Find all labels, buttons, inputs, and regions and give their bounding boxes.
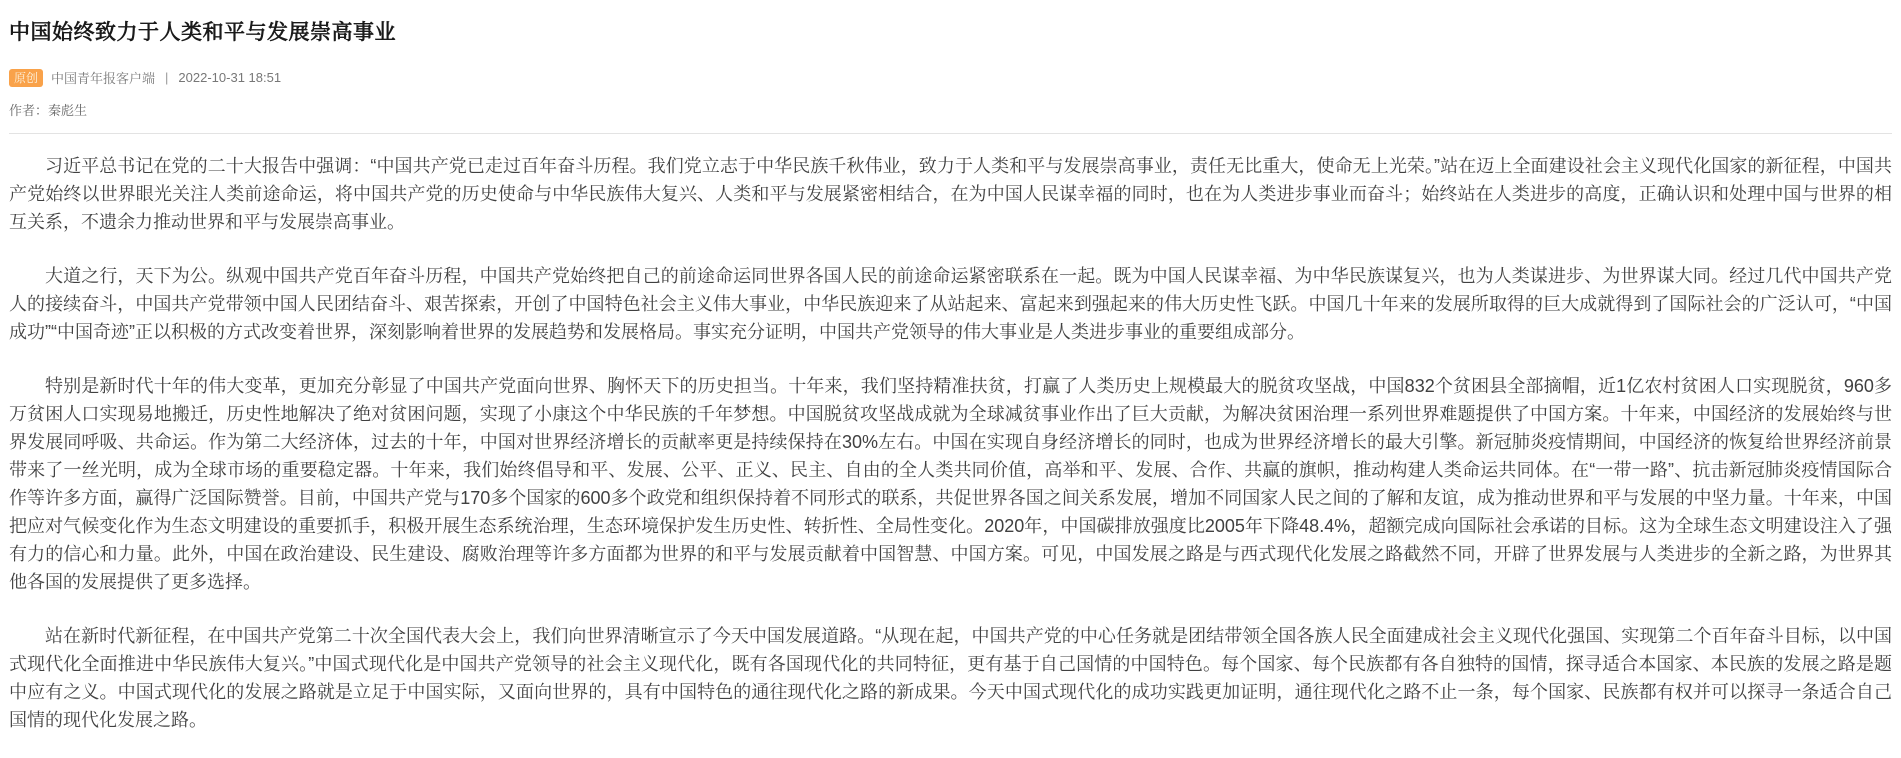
- original-badge: 原创: [9, 69, 43, 87]
- meta-row: [9, 68, 1892, 87]
- paragraph-2: 大道之行，天下为公。纵观中国共产党百年奋斗历程，中国共产党始终把自己的前途命运同世界各国人民的前途命运紧密联系在一起。既为中国人民谋幸福、为中华民族谋复兴，也为人类谋进步、为世界谋大同。经过几代中国共产党人的接续奋斗，中国共产党带领中国人民团结奋斗、艰苦探索，开创了中国特色社会主义伟大事业，中华民族迎来了从站起来、富起来到强起来的伟大历史性飞跃。中国几十年来的发展所取得的巨大成就得到了国际社会的广泛认可，“中国成功”“中国奇迹”正以积极的方式改变着世界，深刻影响着世界的发展趋势和发展格局。事实充分证明，中国共产党领导的伟大事业是人类进步事业的重要组成部分。: [9, 266, 1892, 342]
- author-line: [9, 100, 1892, 119]
- header-divider: [9, 133, 1892, 134]
- meta-separator: |: [165, 70, 169, 85]
- author-label: 作者：: [9, 103, 49, 118]
- publish-datetime: 2022-10-31 18:51: [178, 70, 282, 85]
- author-name: 秦彪生: [48, 103, 88, 118]
- article-body: [9, 152, 1892, 734]
- paragraph-3: 特别是新时代十年的伟大变革，更加充分彰显了中国共产党面向世界、胸怀天下的历史担当。十年来，我们坚持精准扶贫，打赢了人类历史上规模最大的脱贫攻坚战，中国832个贫困县全部摘帽，近1亿农村贫困人口实现脱贫，960多万贫困人口实现易地搬迁，历史性地解决了绝对贫困问题，实现了小康这个中华民族的千年梦想。中国脱贫攻坚战成就为全球减贫事业作出了巨大贡献，为解决贫困治理一系列世界难题提供了中国方案。十年来，中国经济的发展始终与世界发展同呼吸、共命运。作为第二大经济体，过去的十年，中国对世界经济增长的贡献率更是持续保持在30%左右。中国在实现自身经济增长的同时，也成为世界经济增长的最大引擎。新冠肺炎疫情期间，中国经济的恢复给世界经济前景带来了一丝光明，成为全球市场的重要稳定器。十年来，我们始终倡导和平、发展、公平、正义、民主、自由的全人类共同价值，高举和平、发展、合作、共赢的旗帜，推动构建人类命运共同体。在“一带一路”、抗击新冠肺炎疫情国际合作等许多方面，赢得广泛国际赞誉。目前，中国共产党与170多个国家的600多个政党和组织保持着不同形式的联系，共促世界各国之间关系发展，增加不同国家人民之间的了解和友谊，成为推动世界和平与发展的中坚力量。十年来，中国把应对气候变化作为生态文明建设的重要抓手，积极开展生态系统治理，生态环境保护发生历史性、转折性、全局性变化。2020年，中国碳排放强度比2005年下降48.4%，超额完成向国际社会承诺的目标。这为全球生态文明建设注入了强有力的信心和力量。此外，中国在政治建设、民生建设、腐败治理等许多方面都为世界的和平与发展贡献着中国智慧、中国方案。可见，中国发展之路是与西式现代化发展之路截然不同，开辟了世界发展与人类进步的全新之路，为世界其他各国的发展提供了更多选择。: [9, 376, 1892, 592]
- paragraph-4: 站在新时代新征程，在中国共产党第二十次全国代表大会上，我们向世界清晰宣示了今天中国发展道路。“从现在起，中国共产党的中心任务就是团结带领全国各族人民全面建成社会主义现代化强国、实现第二个百年奋斗目标，以中国式现代化全面推进中华民族伟大复兴。”中国式现代化是中国共产党领导的社会主义现代化，既有各国现代化的共同特征，更有基于自己国情的中国特色。每个国家、每个民族都有各自独特的国情，探寻适合本国家、本民族的发展之路是题中应有之义。中国式现代化的发展之路就是立足于中国实际，又面向世界的，具有中国特色的通往现代化之路的新成果。今天中国式现代化的成功实践更加证明，通往现代化之路不止一条，每个国家、民族都有权并可以探寻一条适合自己国情的现代化发展之路。: [9, 626, 1892, 730]
- source-name: 中国青年报客户端: [51, 71, 156, 86]
- paragraph-1: 习近平总书记在党的二十大报告中强调：“中国共产党已走过百年奋斗历程。我们党立志于中华民族千秋伟业，致力于人类和平与发展崇高事业，责任无比重大，使命无上光荣。”站在迈上全面建设社会主义现代化国家的新征程，中国共产党始终以世界眼光关注人类前途命运，将中国共产党的历史使命与中华民族伟大复兴、人类和平与发展紧密相结合，在为中国人民谋幸福的同时，也在为人类进步事业而奋斗；始终站在人类进步的高度，正确认识和处理中国与世界的相互关系，不遗余力推动世界和平与发展崇高事业。: [9, 156, 1892, 232]
- article-title: 中国始终致力于人类和平与发展崇高事业: [9, 21, 396, 44]
